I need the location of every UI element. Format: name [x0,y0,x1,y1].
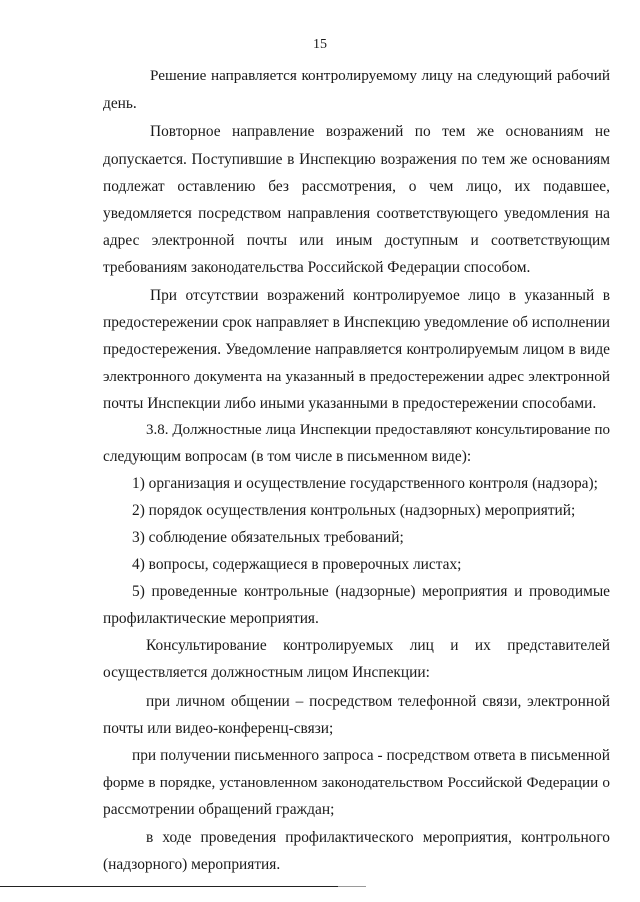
text-line: подлежат оставлению без рассмотрения, о чем лицо, их подавшее, [103,178,610,195]
text-line: 1) организация и осуществление государственного контроля (надзора); [132,475,598,492]
text-line: электронного документа на указанный в предостережении адрес электронной [103,368,610,385]
text-line: (надзорного) мероприятия. [103,856,281,873]
text-line: осуществляется должностным лицом Инспекции: [103,664,430,681]
text-line: 5) проведенные контрольные (надзорные) мероприятия и проводимые [132,583,610,600]
text-line: Решение направляется контролируемому лицу на следующий рабочий [150,67,610,84]
text-line: уведомляется посредством направления соответствующего уведомления на [103,205,610,222]
text-line: почты Инспекции либо иными указанными в предостережении способами. [103,395,597,412]
text-line: требованиям законодательства Российской Федерации способом. [103,259,531,276]
text-line: При отсутствии возражений контролируемое лицо в указанный в [150,287,610,304]
text-line: профилактические мероприятия. [103,610,319,627]
text-line: 2) порядок осуществления контрольных (надзорных) мероприятий; [132,502,576,519]
text-line: 3) соблюдение обязательных требований; [132,529,404,546]
text-line: предостережении срок направляет в Инспекцию уведомление об исполнении [103,314,611,331]
text-line: адрес электронной почты или иным доступным и соответствующим [103,232,610,249]
text-line: Консультирование контролируемых лиц и их представителей [146,637,610,654]
text-line: 3.8. Должностные лица Инспекции предоставляют консультирование по [146,422,610,438]
text-line: день. [103,95,137,112]
text-line: следующим вопросам (в том числе в письменном виде): [103,448,472,465]
text-line: предостережения. Уведомление направляется контролируемым лицом в виде [103,341,610,358]
text-line: рассмотрении обращений граждан; [103,801,335,818]
text-line: допускается. Поступившие в Инспекцию возражения по тем же основаниям [103,151,610,168]
text-line: почты или видео-конференц-связи; [103,720,334,737]
text-line: в ходе проведения профилактического мероприятия, контрольного [146,829,610,846]
text-line: при получении письменного запроса - посредством ответа в письменной [132,747,610,764]
text-line: Повторное направление возражений по тем же основаниям не [150,123,610,140]
page-number: 15 [313,37,327,52]
bottom-scan-line-faint [338,886,366,887]
bottom-scan-line [0,886,338,887]
text-line: при личном общении – посредством телефонной связи, электронной [146,693,610,710]
text-line: форме в порядке, установленном законодательством Российской Федерации о [103,774,610,791]
text-line: 4) вопросы, содержащиеся в проверочных листах; [132,556,462,573]
